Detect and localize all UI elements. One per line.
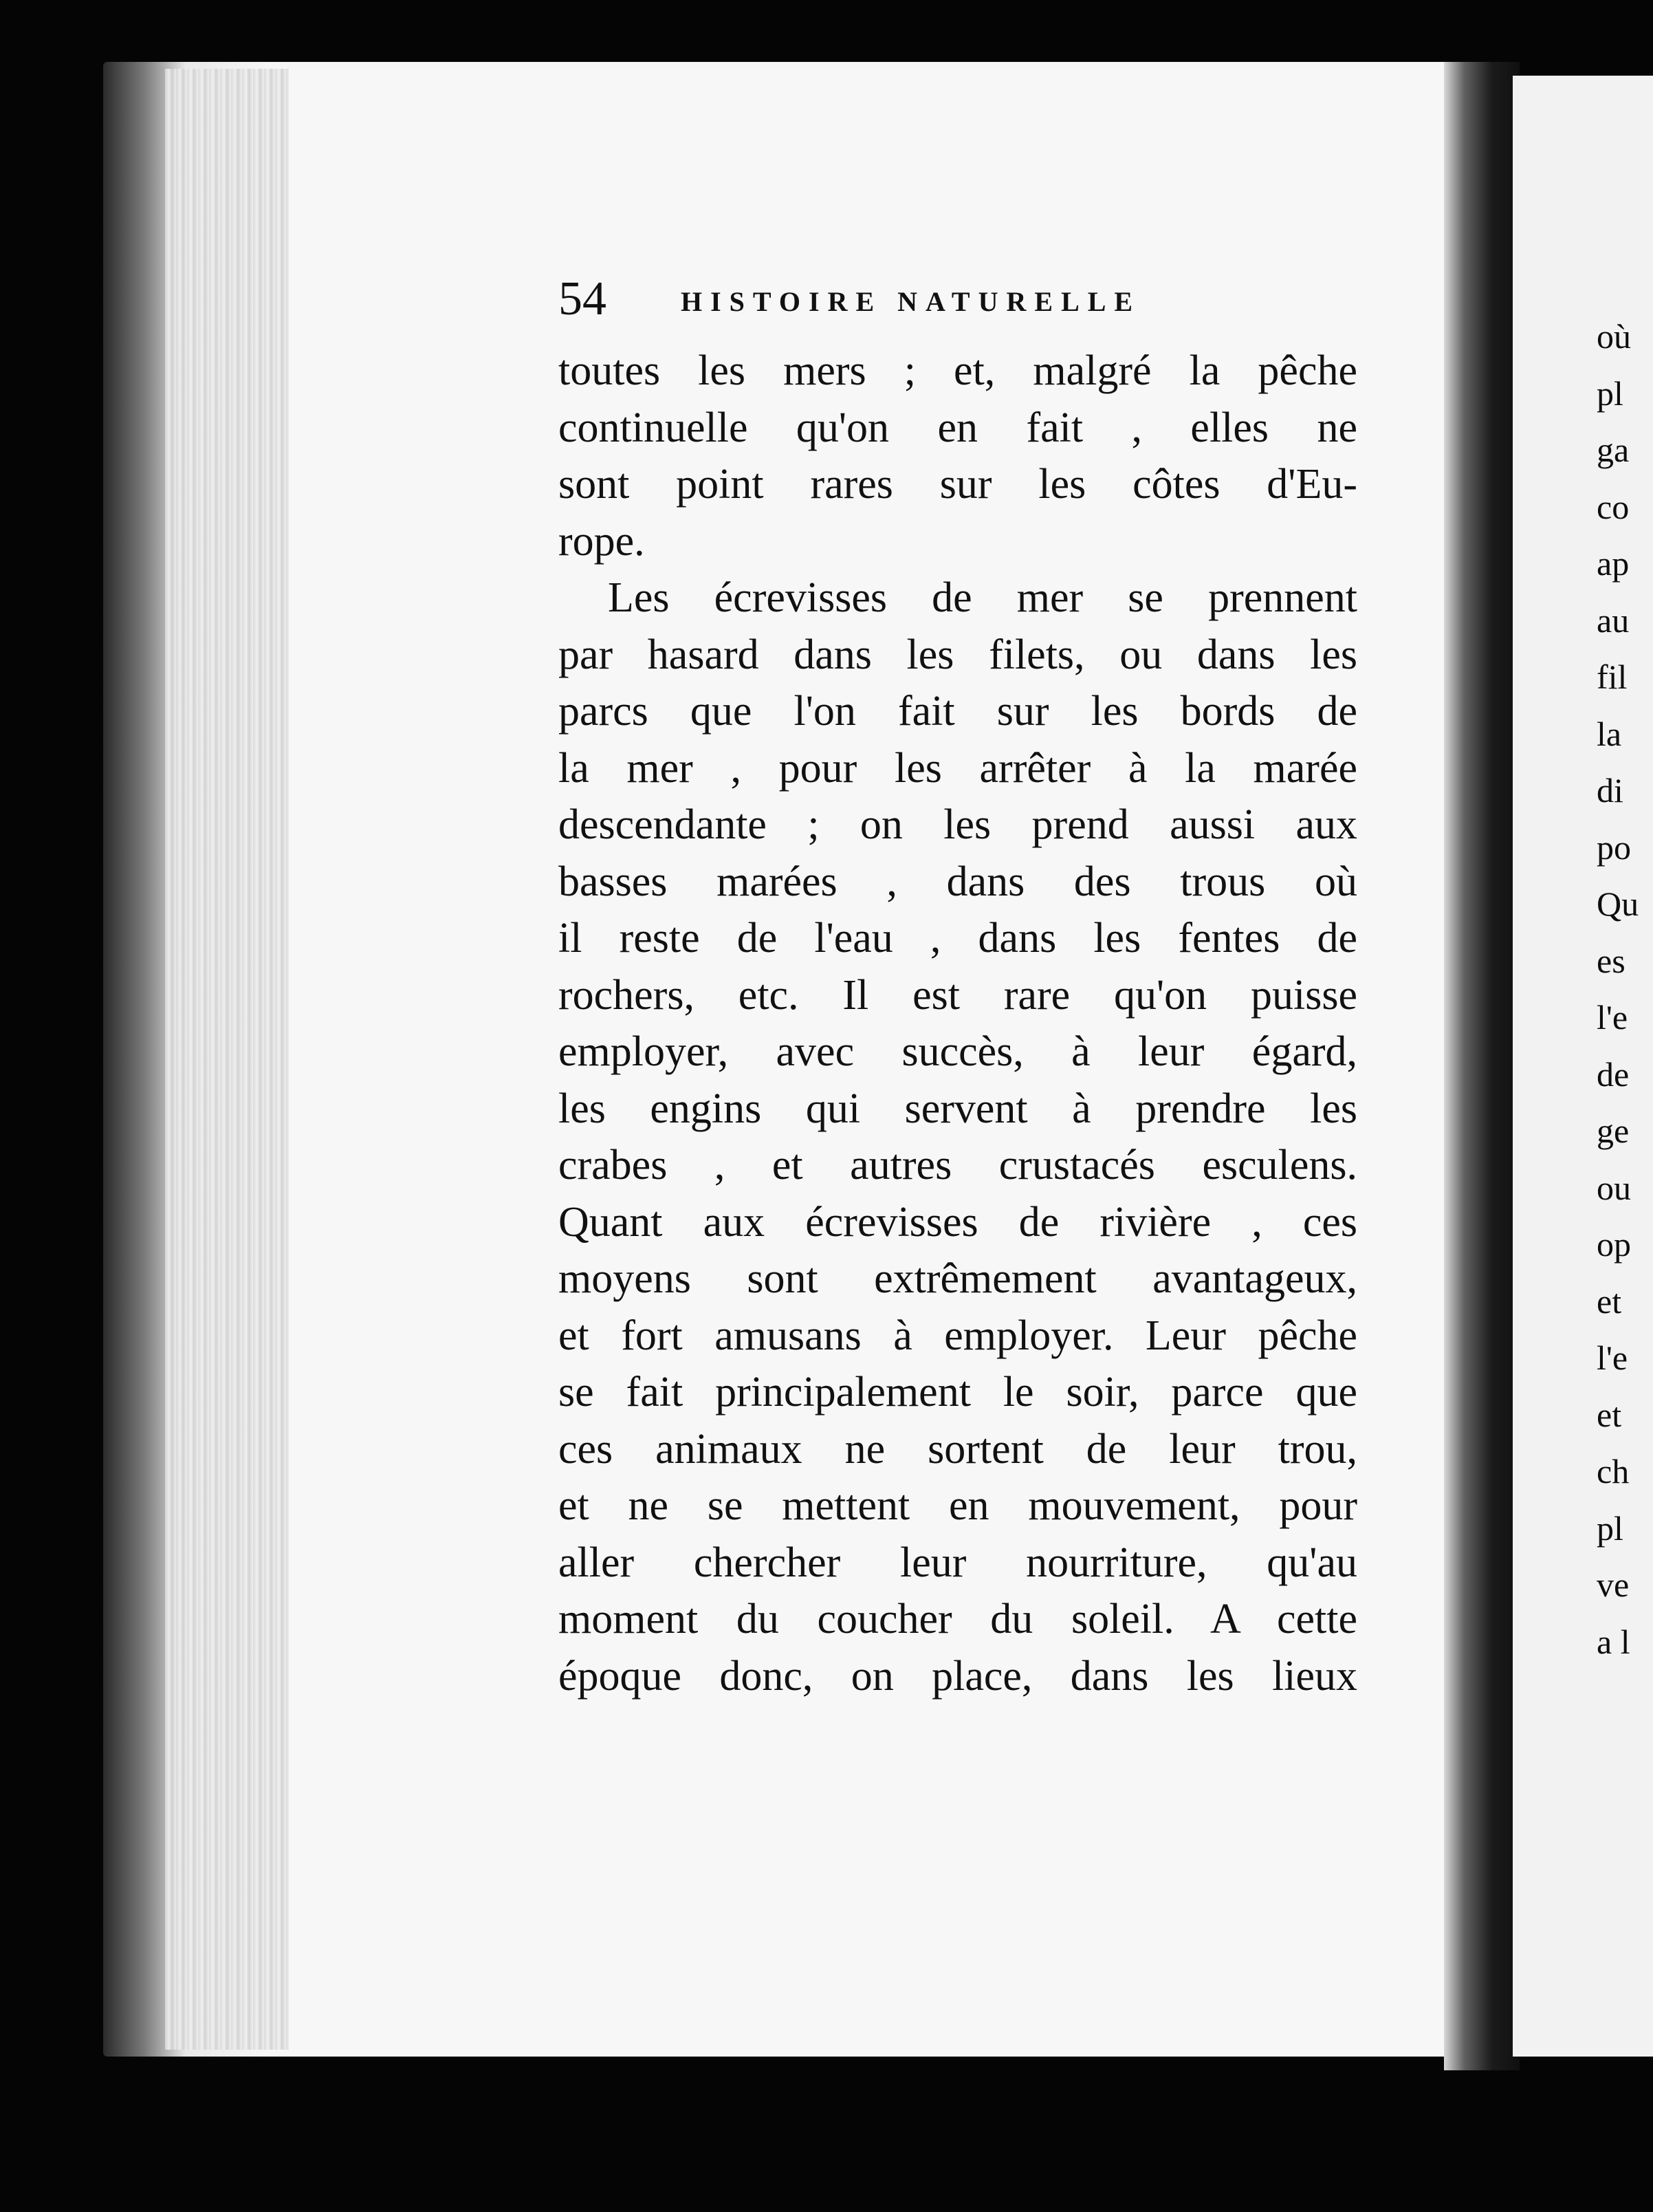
header-title: HISTOIRE NATURELLE <box>681 286 1141 317</box>
page-number: 54 <box>558 272 606 325</box>
facing-page-line: ap <box>1597 544 1630 583</box>
text-line: les engins qui servent à prendre les <box>558 1085 1357 1132</box>
text-line: parcs que l'on fait sur les bords de <box>558 688 1357 735</box>
text-line: ces animaux ne sortent de leur trou, <box>558 1425 1357 1473</box>
text-line: la mer , pour les arrêter à la marée <box>558 744 1357 792</box>
facing-page-line: ga <box>1597 431 1630 469</box>
facing-page-line: op <box>1597 1225 1631 1264</box>
text-line: moyens sont extrêmement avantageux, <box>558 1255 1357 1302</box>
facing-page-line: po <box>1597 827 1631 867</box>
facing-page-line: pl <box>1597 373 1623 413</box>
facing-page-line: pl <box>1597 1508 1623 1548</box>
facing-page-line: au <box>1597 600 1630 640</box>
facing-page-line: de <box>1597 1054 1630 1094</box>
facing-page-line: ou <box>1597 1168 1631 1207</box>
text-line: basses marées , dans des trous où <box>558 858 1357 905</box>
page-stack-edges <box>165 69 303 2050</box>
facing-page-line: co <box>1597 487 1630 526</box>
facing-page-line: l'e <box>1597 1338 1628 1377</box>
facing-page-line: ch <box>1597 1452 1630 1490</box>
text-line: toutes les mers ; et, malgré la pêche <box>558 347 1357 394</box>
text-line: moment du coucher du soleil. A cette <box>558 1596 1357 1642</box>
running-head <box>558 272 1246 325</box>
facing-page-line: la <box>1597 714 1622 753</box>
facing-page-line: et <box>1597 1395 1622 1434</box>
facing-page-line: a l <box>1597 1622 1630 1661</box>
body-text <box>558 343 1357 1704</box>
text-line: employer, avec succès, à leur égard, <box>558 1028 1357 1075</box>
text-line: Quant aux écrevisses de rivière , ces <box>558 1198 1357 1246</box>
facing-page-line: ve <box>1597 1565 1630 1604</box>
text-line: rope. <box>558 517 645 565</box>
text-line: il reste de l'eau , dans les fentes de <box>558 915 1357 962</box>
text-line: descendante ; on les prend aussi aux <box>558 801 1357 848</box>
text-line: se fait principalement le soir, parce que <box>558 1369 1357 1416</box>
text-line: Les écrevisses de mer se prennent <box>608 574 1357 621</box>
text-line: et fort amusans à employer. Leur pêche <box>558 1312 1357 1359</box>
facing-page-line: où <box>1597 317 1631 356</box>
facing-page-line: di <box>1597 771 1623 810</box>
facing-page-text <box>1597 308 1653 1670</box>
text-line: crabes , et autres crustacés esculens. <box>558 1142 1357 1189</box>
text-line: par hasard dans les filets, ou dans les <box>558 631 1357 678</box>
facing-page-line: es <box>1597 941 1625 980</box>
text-line: sont point rares sur les côtes d'Eu- <box>558 461 1357 508</box>
facing-page-line: l'e <box>1597 998 1628 1037</box>
text-line: et ne se mettent en mouvement, pour <box>558 1482 1357 1529</box>
facing-page-line: Qu <box>1597 885 1639 923</box>
facing-page-line: fil <box>1597 658 1628 696</box>
text-line: aller chercher leur nourriture, qu'au <box>558 1539 1357 1586</box>
text-line: époque donc, on place, dans les lieux <box>558 1652 1357 1700</box>
book-gutter <box>1444 62 1520 2070</box>
text-line: rochers, etc. Il est rare qu'on puisse <box>558 971 1357 1019</box>
facing-page-line: et <box>1597 1281 1622 1321</box>
text-line: continuelle qu'on en fait , elles ne <box>558 404 1357 451</box>
facing-page-line: ge <box>1597 1112 1630 1150</box>
